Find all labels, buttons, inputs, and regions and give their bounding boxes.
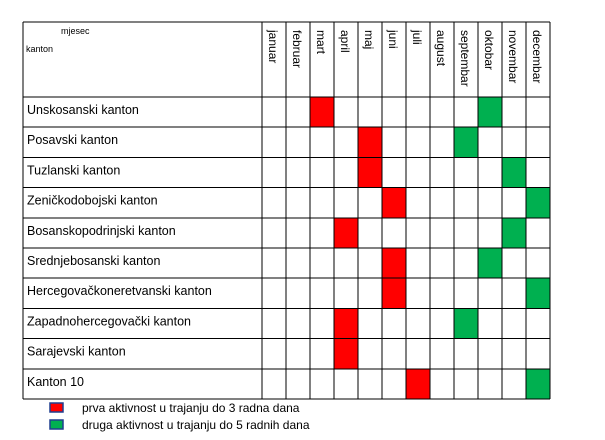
second-activity-cell (502, 157, 526, 187)
canton-label: Tuzlanski kanton (27, 163, 121, 178)
first-activity-cell (358, 127, 382, 157)
month-header-novembar: novembar (506, 30, 520, 84)
month-header-januar: januar (266, 30, 280, 64)
second-activity-cell (454, 127, 478, 157)
first-activity-cell (334, 218, 358, 248)
canton-label: Zapadnohercegovački kanton (27, 314, 192, 329)
month-header-juli: juli (410, 30, 424, 45)
canton-label: Hercegovačkoneretvanski kanton (27, 284, 212, 299)
canton-label: Posavski kanton (27, 133, 119, 148)
first-activity-cell (382, 248, 406, 278)
month-header-septembar: septembar (458, 30, 472, 87)
month-header-april: april (338, 30, 352, 53)
second-activity-cell (478, 248, 502, 278)
month-header-maj: maj (362, 30, 376, 50)
canton-label: Bosanskopodrinjski kanton (27, 223, 176, 238)
month-header-decembar: decembar (530, 30, 544, 84)
first-activity-cell (334, 339, 358, 369)
legend-label-first: prva aktivnost u trajanju do 3 radna dana (82, 401, 300, 415)
second-activity-cell (526, 278, 550, 308)
first-activity-cell (382, 278, 406, 308)
canton-label: Srednjebosanski kanton (27, 254, 161, 268)
second-activity-cell (526, 369, 550, 399)
month-header-oktobar: oktobar (482, 30, 496, 71)
first-activity-cell (334, 308, 358, 338)
second-activity-cell (502, 218, 526, 248)
canton-label: Sarajevski kanton (27, 344, 126, 359)
legend-swatch-first (50, 403, 63, 412)
corner-canton-label: kanton (26, 44, 54, 54)
canton-label: Zeničkodobojski kanton (27, 193, 158, 208)
first-activity-cell (382, 188, 406, 218)
month-header-juni: juni (386, 30, 400, 49)
month-header-mart: mart (314, 30, 328, 54)
second-activity-cell (526, 188, 550, 218)
legend-label-second: druga aktivnost u trajanju do 5 radnih dana (82, 418, 310, 432)
canton-label: Unskosanski kanton (27, 103, 139, 117)
canton-row-labels (27, 103, 212, 389)
first-activity-cell (358, 157, 382, 187)
legend-swatch-second (50, 420, 63, 429)
corner-month-label: mjesec (61, 26, 90, 36)
month-header-august: august (434, 30, 448, 67)
second-activity-cell (454, 308, 478, 338)
month-header-februar: februar (290, 30, 304, 69)
first-activity-cell (406, 369, 430, 399)
first-activity-cell (310, 97, 334, 127)
legend (50, 401, 310, 432)
canton-label: Kanton 10 (27, 374, 84, 389)
second-activity-cell (478, 97, 502, 127)
